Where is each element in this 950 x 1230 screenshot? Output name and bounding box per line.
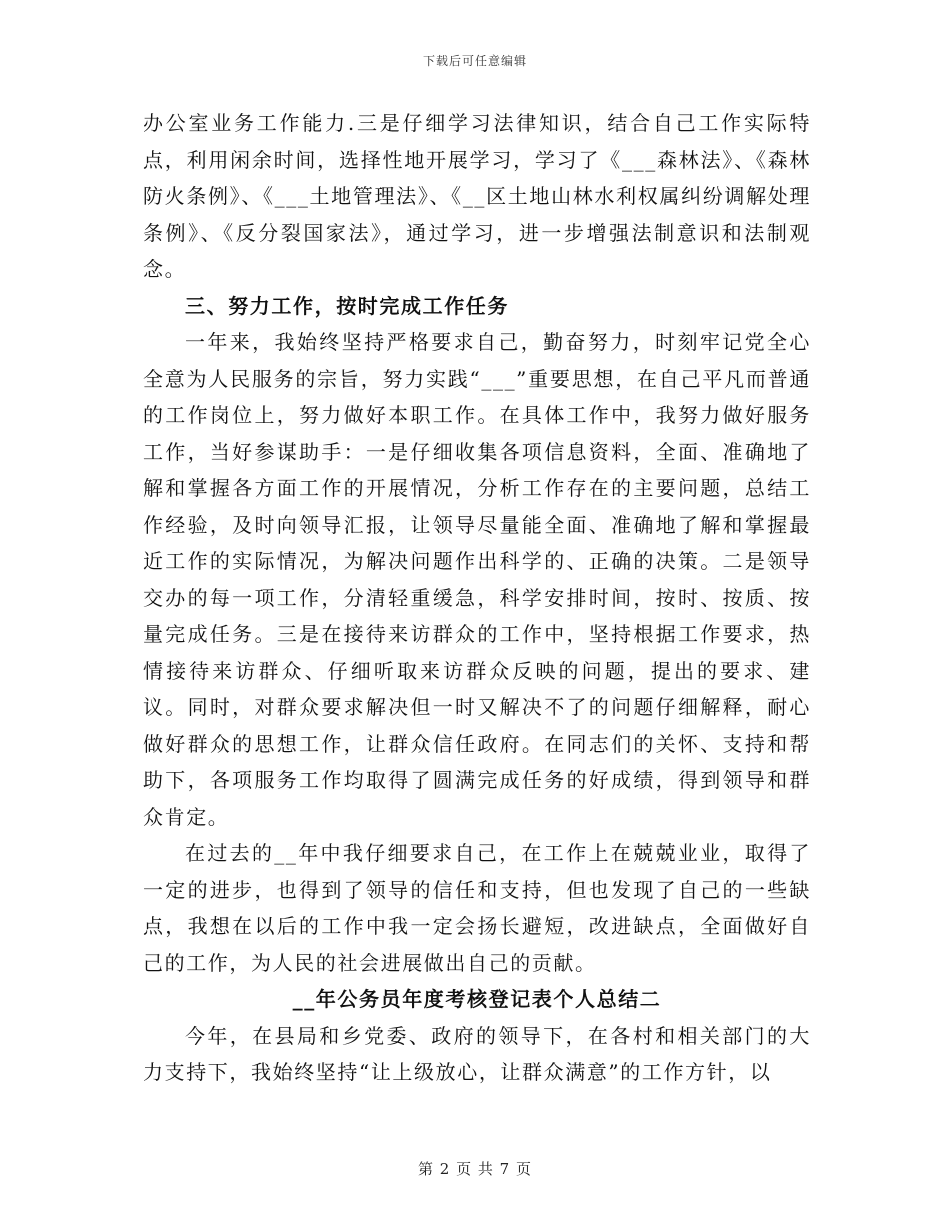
paragraph-self-reflection: 在过去的__年中我仔细要求自己，在工作上在兢兢业业，取得了一定的进步，也得到了领导的信任和支持，但也发现了自己的一些缺点，我想在以后的工作中我一定会扬长避短，改进缺点，全面做好自己的工作，为人民的社会进展做出自己的贡献。 [143, 841, 811, 975]
page-number: 第 2 页 共 7 页 [418, 1160, 532, 1178]
document-body [143, 105, 811, 1091]
page-header: 下载后可任意编辑 [422, 54, 527, 68]
paragraph-work-summary: 一年来，我始终坚持严格要求自己，勤奋努力，时刻牢记党全心全意为人民服务的宗旨，努力实践“___”重要思想，在自己平凡而普通的工作岗位上，努力做好本职工作。在具体工作中，我努力做好服务工作，当好参谋助手：一是仔细收集各项信息资料，全面、准确地了解和掌握各方面工作的开展情况，分析工作存在的主要问题，总结工作经验，及时向领导汇报，让领导尽量能全面、准确地了解和掌握最近工作的实际情况，为解决问题作出科学的、正确的决策。二是领导交办的每一项工作，分清轻重缓急，科学安排时间，按时、按质、按量完成任务。三是在接待来访群众的工作中，坚持根据工作要求，热情接待来访群众、仔细听取来访群众反映的问题，提出的要求、建议。同时，对群众要求解决但一时又解决不了的问题仔细解释，耐心做好群众的思想工作，让群众信任政府。在同志们的关怀、支持和帮助下，各项服务工作均取得了圆满完成任务的好成绩，得到领导和群众肯定。 [143, 330, 811, 829]
paragraph-legal-study: 办公室业务工作能力.三是仔细学习法律知识，结合自己工作实际特点，利用闲余时间，选择性地开展学习，学习了《___森林法》、《森林防火条例》、《___土地管理法》、《__区土地山林水利权属纠纷调解处理条例》、《反分裂国家法》，通过学习，进一步增强法制意识和法制观念。 [143, 111, 811, 281]
document-title-two: __年公务员年度考核登记表个人总结二 [292, 987, 662, 1011]
section-heading-three: 三、努力工作，按时完成工作任务 [185, 293, 509, 318]
paragraph-intro-two: 今年，在县局和乡党委、政府的领导下，在各村和相关部门的大力支持下，我始终坚持“让上级放心，让群众满意”的工作方针，以 [143, 1023, 811, 1084]
